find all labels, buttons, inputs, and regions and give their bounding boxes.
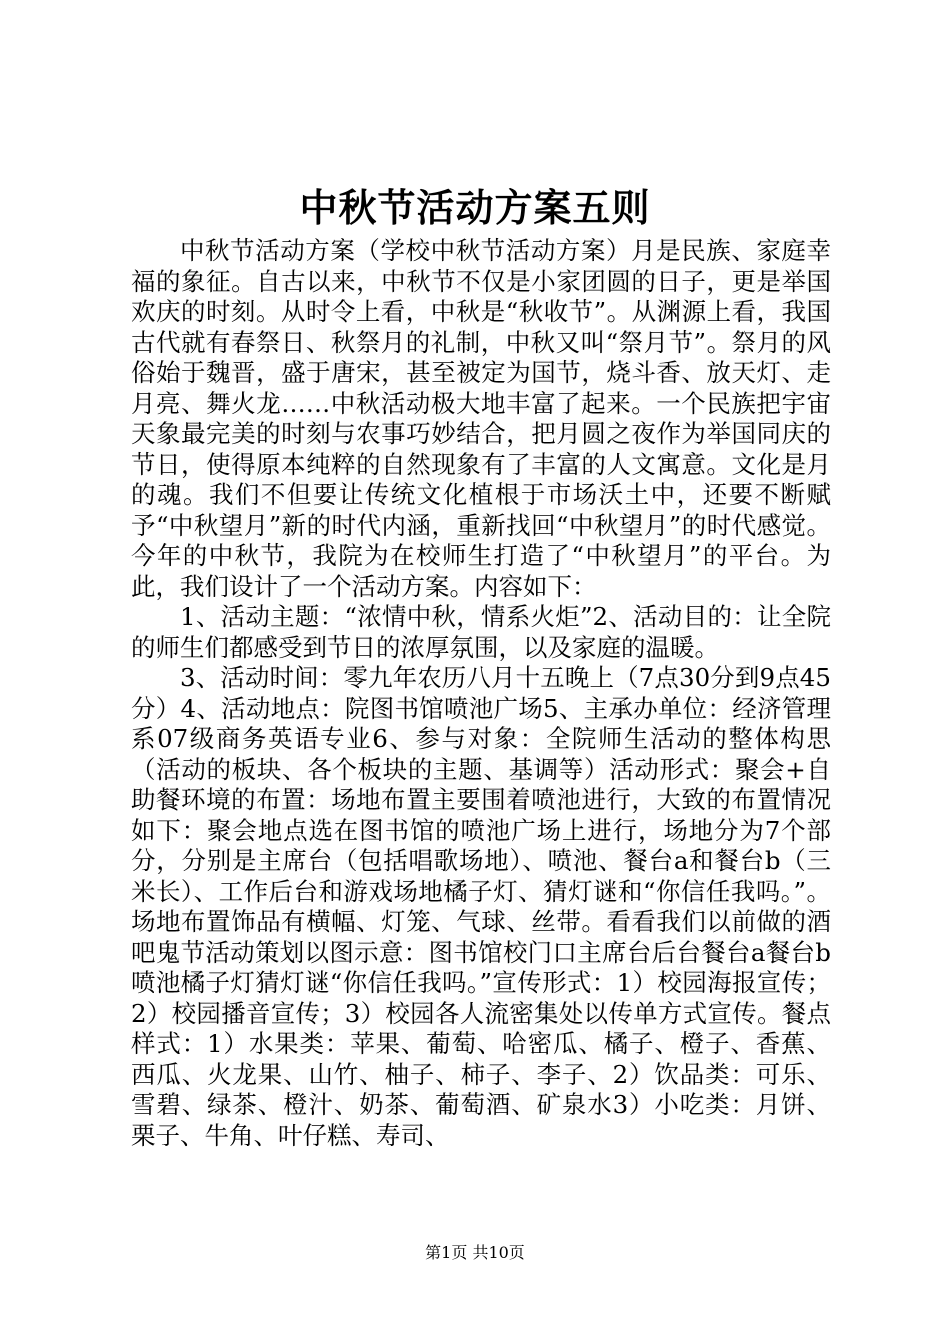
document-body [131,236,831,1151]
page-footer: 第1页 共10页 [425,1243,525,1262]
paragraph-intro: 中秋节活动方案（学校中秋节活动方案）月是民族、家庭幸福的象征。自古以来，中秋节不仅是小家团圆的日子，更是举国欢庆的时刻。从时令上看，中秋是“秋收节”。从渊源上看，我国古代就有春祭日、秋祭月的礼制，中秋又叫“祭月节”。祭月的风俗始于魏晋，盛于唐宋，甚至被定为国节，烧斗香、放天灯、走月亮、舞火龙……中秋活动极大地丰富了起来。一个民族把宇宙天象最完美的时刻与农事巧妙结合，把月圆之夜作为举国同庆的节日，使得原本纯粹的自然现象有了丰富的人文寓意。文化是月的魂。我们不但要让传统文化植根于市场沃土中，还要不断赋予“中秋望月”新的时代内涵，重新找回“中秋望月”的时代感觉。今年的中秋节，我院为在校师生打造了“中秋望月”的平台。为此，我们设计了一个活动方案。内容如下： [131,236,831,601]
paragraph-theme-goal: 1、活动主题：“浓情中秋，情系火炬”2、活动目的：让全院的师生们都感受到节日的浓厚氛围，以及家庭的温暖。 [131,602,831,662]
paragraph-details: 3、活动时间：零九年农历八月十五晚上（7点30分到9点45分）4、活动地点：院图书馆喷池广场5、主承办单位：经济管理系07级商务英语专业6、参与对象：全院师生活动的整体构思（活动的板块、各个板块的主题、基调等）活动形式：聚会+自助餐环境的布置：场地布置主要围着喷池进行，大致的布置情况如下：聚会地点选在图书馆的喷池广场上进行，场地分为7个部分，分别是主席台（包括唱歌场地）、喷池、餐台a和餐台b（三米长）、工作后台和游戏场地橘子灯、猜灯谜和“你信任我吗。”。场地布置饰品有横幅、灯笼、气球、丝带。看看我们以前做的酒吧鬼节活动策划以图示意：图书馆校门口主席台后台餐台a餐台b喷池橘子灯猜灯谜“你信任我吗。”宣传形式：1）校园海报宣传；2）校园播音宣传；3）校园各人流密集处以传单方式宣传。餐点样式：1）水果类：苹果、葡萄、哈密瓜、橘子、橙子、香蕉、西瓜、火龙果、山竹、柚子、柿子、李子、2）饮品类：可乐、雪碧、绿茶、橙汁、奶茶、葡萄酒、矿泉水3）小吃类：月饼、栗子、牛角、叶仔糕、寿司、 [131,663,831,1150]
document-title: 中秋节活动方案五则 [299,185,651,230]
